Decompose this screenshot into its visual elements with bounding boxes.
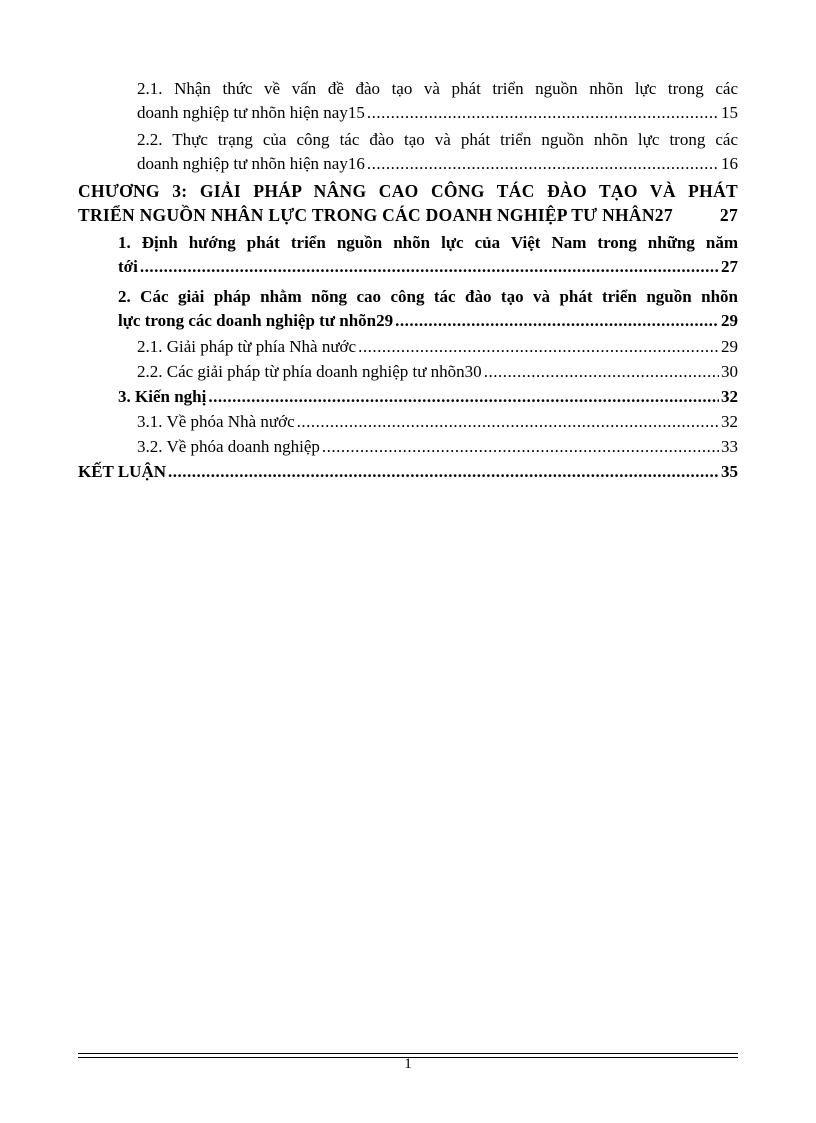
toc-entry-3-2[interactable]: [137, 435, 738, 459]
dot-leader: [140, 255, 719, 279]
toc-page-number: 29: [721, 311, 738, 330]
toc-page-number: 27: [721, 257, 738, 276]
toc-page-number: 30: [721, 362, 738, 381]
toc-entry-text: CHƯƠNG 3: GIẢI PHÁP NÂNG CAO CÔNG TÁC ĐÀO TẠO VÀ PHÁT: [78, 181, 738, 201]
toc-page-number: 32: [721, 412, 738, 431]
toc-entry-2-1-state[interactable]: [137, 335, 738, 359]
dot-leader: [168, 460, 719, 484]
toc-page-number: 33: [721, 437, 738, 456]
toc-entry-2-2-enterprise[interactable]: [137, 360, 738, 384]
toc-entry-text: 2.2. Thực trạng của công tác đào tạo và phát triển nguồn nhõn lực trong các: [137, 130, 738, 149]
toc-entry-2[interactable]: [118, 285, 738, 333]
toc-entry-text: KẾT LUẬN: [78, 462, 167, 481]
toc-entry-text: 3.1. Về phóa Nhà nước: [137, 412, 295, 431]
toc-entry-text: 2.2. Các giải pháp từ phía doanh nghiệp tư nhõn30: [137, 362, 482, 381]
toc-entry-text: lực trong các doanh nghiệp tư nhõn29: [118, 311, 394, 330]
toc-entry-1[interactable]: [118, 231, 738, 279]
dot-leader: [358, 335, 719, 359]
toc-entry-chapter-3[interactable]: [78, 179, 738, 227]
toc-page-number: 32: [721, 387, 738, 406]
dot-leader: [208, 385, 719, 409]
toc-entry-text: TRIỂN NGUỒN NHÂN LỰC TRONG CÁC DOANH NGHIỆP TƯ NHÂN27: [78, 205, 673, 225]
toc-entry-text: 2.1. Giải pháp từ phía Nhà nước: [137, 337, 357, 356]
toc-entry-text: 2.1. Nhận thức về vấn đề đào tạo và phát triển nguồn nhõn lực trong các: [137, 79, 738, 98]
toc-entry-3[interactable]: [118, 385, 738, 409]
toc-entry-text: 1. Định hướng phát triển nguồn nhõn lực của Việt Nam trong những năm: [118, 233, 738, 252]
dot-leader: [322, 435, 719, 459]
toc-entry-2-1[interactable]: [137, 77, 738, 125]
toc-page-number: 29: [721, 337, 738, 356]
toc-page-number: 27: [719, 205, 738, 225]
toc-entry-text: doanh nghiệp tư nhõn hiện nay16: [137, 154, 365, 173]
page-number: 1: [404, 1056, 412, 1072]
toc-entry-text: tới: [118, 257, 138, 276]
toc-entry-text: 3.2. Về phóa doanh nghiệp: [137, 437, 320, 456]
toc-entry-conclusion[interactable]: [78, 460, 738, 484]
toc-page-number: 16: [721, 154, 738, 173]
toc-entry-text: 2. Các giải pháp nhằm nõng cao công tác đào tạo và phát triển nguồn nhõn: [118, 287, 738, 306]
dot-leader: [297, 410, 719, 434]
toc-entry-3-1[interactable]: [137, 410, 738, 434]
toc-entry-text: doanh nghiệp tư nhõn hiện nay15: [137, 103, 365, 122]
dot-leader: [367, 152, 719, 176]
toc-entry-2-2[interactable]: [137, 128, 738, 176]
toc-page-number: 35: [721, 462, 738, 481]
dot-leader: [484, 360, 719, 384]
toc-entry-text: 3. Kiến nghị: [118, 387, 207, 406]
dot-leader: [367, 101, 719, 125]
dot-leader: [395, 309, 719, 333]
toc-page-number: 15: [721, 103, 738, 122]
